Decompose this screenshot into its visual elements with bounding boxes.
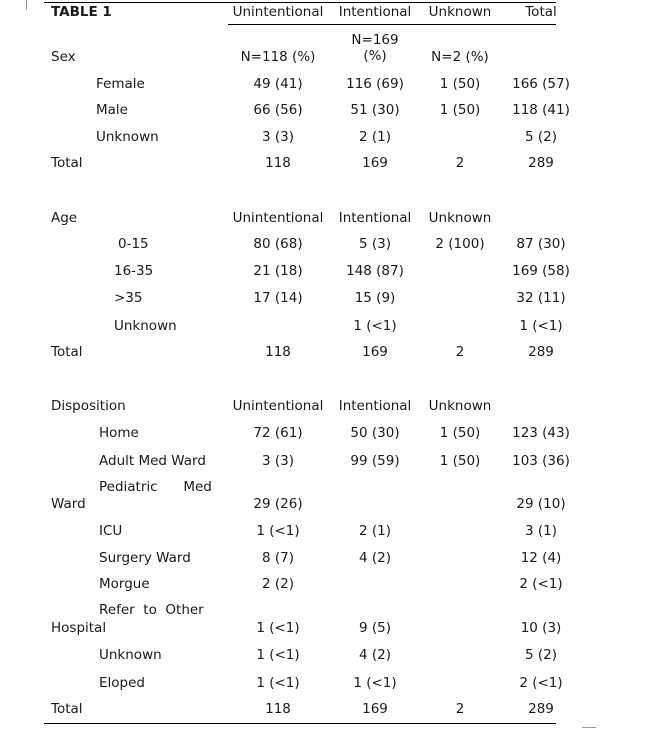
total-total: 289	[528, 344, 554, 360]
total-label: Total	[51, 344, 83, 360]
total-label: Total	[51, 155, 83, 171]
row-label: Unknown	[99, 647, 162, 663]
cell-unintentional: 1 (<1)	[256, 523, 300, 539]
cell-intentional: 4 (2)	[358, 550, 392, 566]
cell-intentional: 4 (2)	[358, 647, 392, 663]
row-label: Eloped	[99, 675, 145, 691]
cell-intentional: 116 (69)	[346, 76, 404, 92]
n-intentional-line2: (%)	[363, 48, 387, 64]
cell-total: 118 (41)	[512, 102, 570, 118]
col-header-intentional: Intentional	[338, 4, 412, 20]
col-header-unintentional: Unintentional	[232, 4, 324, 20]
cell-total: 5 (2)	[524, 647, 558, 663]
total-unintentional: 118	[265, 155, 291, 171]
cell-unintentional: 8 (7)	[261, 550, 295, 566]
table-bottom-rule	[44, 723, 556, 724]
total-unknown: 2	[455, 344, 465, 360]
age-header-unintentional: Unintentional	[232, 210, 324, 226]
total-unintentional: 118	[265, 344, 291, 360]
row-label-line2: Hospital	[51, 620, 107, 636]
cell-unknown: 1 (50)	[439, 76, 481, 92]
row-label: >35	[114, 290, 143, 306]
total-total: 289	[528, 155, 554, 171]
header-underline	[228, 24, 556, 25]
total-unintentional: 118	[265, 701, 291, 717]
cell-total: 10 (3)	[520, 620, 562, 636]
row-label: Unknown	[96, 129, 159, 145]
total-intentional: 169	[362, 344, 388, 360]
cell-unintentional: 29 (26)	[253, 496, 303, 512]
cell-unintentional: 3 (3)	[261, 453, 295, 469]
total-intentional: 169	[362, 701, 388, 717]
cell-unknown: 2 (100)	[435, 236, 485, 252]
row-label: 0-15	[118, 236, 149, 252]
row-label: Surgery Ward	[99, 550, 191, 566]
cell-unintentional: 1 (<1)	[256, 675, 300, 691]
disp-header-unintentional: Unintentional	[232, 398, 324, 414]
cell-unintentional: 3 (3)	[261, 129, 295, 145]
row-label: ICU	[99, 523, 123, 539]
row-label: Unknown	[114, 318, 177, 334]
cell-unintentional: 1 (<1)	[256, 620, 300, 636]
disp-header-intentional: Intentional	[338, 398, 412, 414]
cell-intentional: 9 (5)	[358, 620, 392, 636]
n-unknown: N=2 (%)	[431, 49, 489, 65]
cell-total: 29 (10)	[516, 496, 566, 512]
cell-total: 12 (4)	[520, 550, 562, 566]
cell-unknown: 1 (50)	[439, 102, 481, 118]
cell-intentional: 1 (<1)	[353, 675, 397, 691]
row-label: Female	[96, 76, 145, 92]
cell-intentional: 99 (59)	[350, 453, 400, 469]
total-total: 289	[528, 701, 554, 717]
cell-unintentional: 49 (41)	[253, 76, 303, 92]
cell-unintentional: 1 (<1)	[256, 647, 300, 663]
cell-intentional: 15 (9)	[354, 290, 396, 306]
cell-total: 5 (2)	[524, 129, 558, 145]
cell-intentional: 5 (3)	[358, 236, 392, 252]
total-label: Total	[51, 701, 83, 717]
cell-intentional: 1 (<1)	[353, 318, 397, 334]
cell-total: 32 (11)	[516, 290, 566, 306]
cell-intentional: 2 (1)	[358, 523, 392, 539]
cell-unknown: 1 (50)	[439, 425, 481, 441]
cell-unintentional: 72 (61)	[253, 425, 303, 441]
row-label: 16-35	[114, 263, 154, 279]
row-label-part: Pediatric Med	[99, 479, 212, 495]
row-label: Adult Med Ward	[99, 453, 206, 469]
cell-total: 123 (43)	[512, 425, 570, 441]
total-intentional: 169	[362, 155, 388, 171]
cell-unknown: 1 (50)	[439, 453, 481, 469]
cell-total: 2 (<1)	[519, 675, 563, 691]
cell-unintentional: 2 (2)	[261, 576, 295, 592]
cell-total: 166 (57)	[512, 76, 570, 92]
cell-unintentional: 21 (18)	[253, 263, 303, 279]
row-label: Home	[99, 425, 139, 441]
total-unknown: 2	[455, 155, 465, 171]
cell-unintentional: 80 (68)	[253, 236, 303, 252]
cell-intentional: 148 (87)	[346, 263, 404, 279]
section-label-disposition: Disposition	[51, 398, 126, 414]
cell-total: 169 (58)	[512, 263, 570, 279]
cell-total: 3 (1)	[524, 523, 558, 539]
section-label-sex: Sex	[51, 49, 76, 65]
section-label-age: Age	[51, 210, 78, 226]
cell-intentional: 50 (30)	[350, 425, 400, 441]
page-corner-mark	[26, 0, 43, 10]
n-unintentional: N=118 (%)	[240, 49, 316, 65]
cell-unintentional: 66 (56)	[253, 102, 303, 118]
total-unknown: 2	[455, 701, 465, 717]
cell-total: 103 (36)	[512, 453, 570, 469]
row-label: Male	[96, 102, 128, 118]
cell-total: 1 (<1)	[519, 318, 563, 334]
table-top-rule	[44, 2, 556, 3]
row-label-part: Refer to Other	[99, 602, 204, 618]
cell-total: 2 (<1)	[519, 576, 563, 592]
cell-unintentional: 17 (14)	[253, 290, 303, 306]
row-label-line1	[99, 479, 212, 495]
cell-intentional: 2 (1)	[358, 129, 392, 145]
n-intentional-line1: N=169	[351, 32, 399, 48]
cell-intentional: 51 (30)	[350, 102, 400, 118]
col-header-unknown: Unknown	[428, 4, 492, 20]
cell-total: 87 (30)	[516, 236, 566, 252]
row-label-line2: Ward	[51, 496, 86, 512]
disp-header-unknown: Unknown	[428, 398, 492, 414]
col-header-total: Total	[525, 4, 557, 20]
table-title: TABLE 1	[51, 4, 112, 20]
row-label-line1	[99, 602, 204, 618]
age-header-intentional: Intentional	[338, 210, 412, 226]
row-label: Morgue	[99, 576, 150, 592]
age-header-unknown: Unknown	[428, 210, 492, 226]
